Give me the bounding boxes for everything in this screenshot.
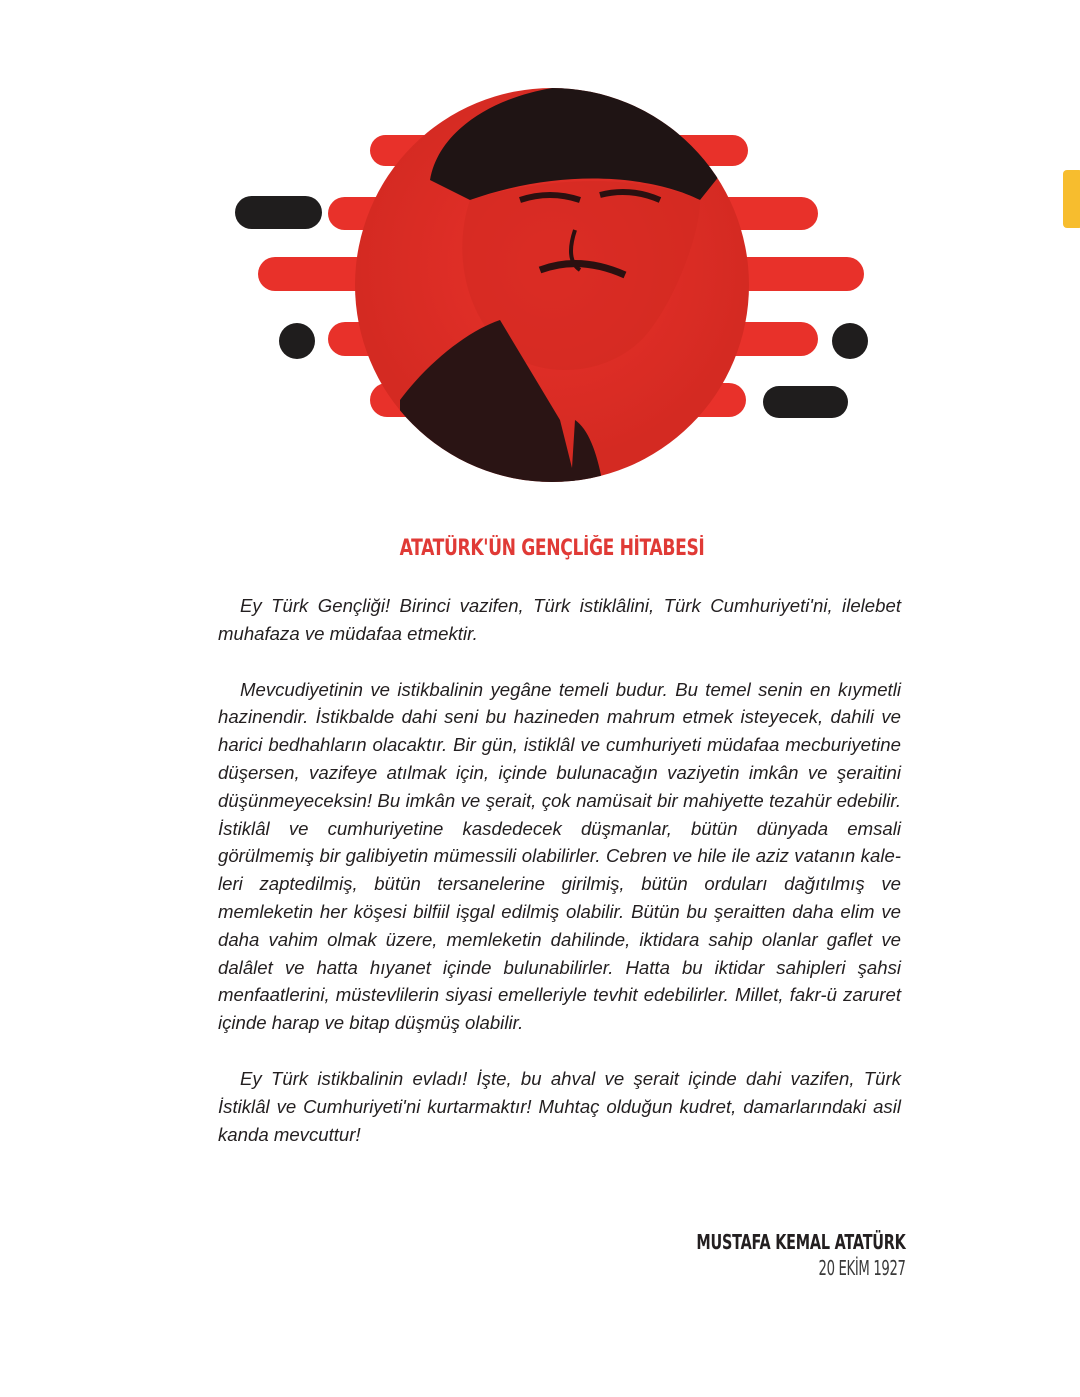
page-tab-marker [1063,170,1080,228]
signature [615,1230,906,1280]
paragraph-2: Mevcudiyetinin ve istikbalinin yegâne temeli budur. Bu temel senin en kıymetli hazinendir. İstikbalde dahi seni bu hazineden mahrum etmek isteyecek, dahili ve harici bedhahların olacaktır. Bir gün, istiklâl ve cumhuriyeti müdafaa mecburiyetine düşersen, vazifeye atılmak için, içinde bulunacağın vaziyetin imkân ve şeraitini düşünmeyeceksin! Bu imkân ve şerait, çok namüsait bir mahiyette tezahür edebilir. İstiklâl ve cumhuriyetine kasdedecek düşmanlar, bütün dünyada emsali görülmemiş bir galibiyetin mümessili olabilirler. Cebren ve hile ile aziz vatanın kaleleri zaptedilmiş, bütün tersanelerine girilmiş, bütün orduları dağıtılmış ve memleketin her köşesi bilfiil işgal edilmiş olabilir. Bütün bu şeraitten daha elim ve daha vahim olmak üzere, memleketin dahilinde, iktidara sahip olanlar gaflet ve dalâlet ve hatta hıyanet içinde bulunabilirler. Hatta bu iktidar sahipleri şahsi menfaatlerini, müstevlilerin siyasi emelleriyle tevhit edebilirler. Millet, fakr-ü zaruret içinde harap ve bitap düşmüş olabilir. [218,678,901,1034]
signature-date: 20 EKİM 1927 [818,1256,906,1280]
speech-body [218,592,901,1148]
paragraph-1: Ey Türk Gençliği! Birinci vazifen, Türk istiklâlini, Türk Cumhuriyeti'ni, ilelebet muhafaza ve müdafaa etmektir. [218,595,901,644]
page-title: ATATÜRK'ÜN GENÇLİĞE HİTABESİ [399,536,705,561]
paragraph-3: Ey Türk istikbalinin evladı! İşte, bu ahval ve şerait içinde dahi vazifen, Türk İstiklâl ve Cumhuriyeti'ni kurtarmaktır! Muhtaç olduğun kudret, damarlarındaki asil kanda mevcuttur! [218,1067,901,1145]
signature-name: MUSTAFA KEMAL ATATÜRK [696,1230,906,1254]
portrait-graphic [0,0,1080,500]
